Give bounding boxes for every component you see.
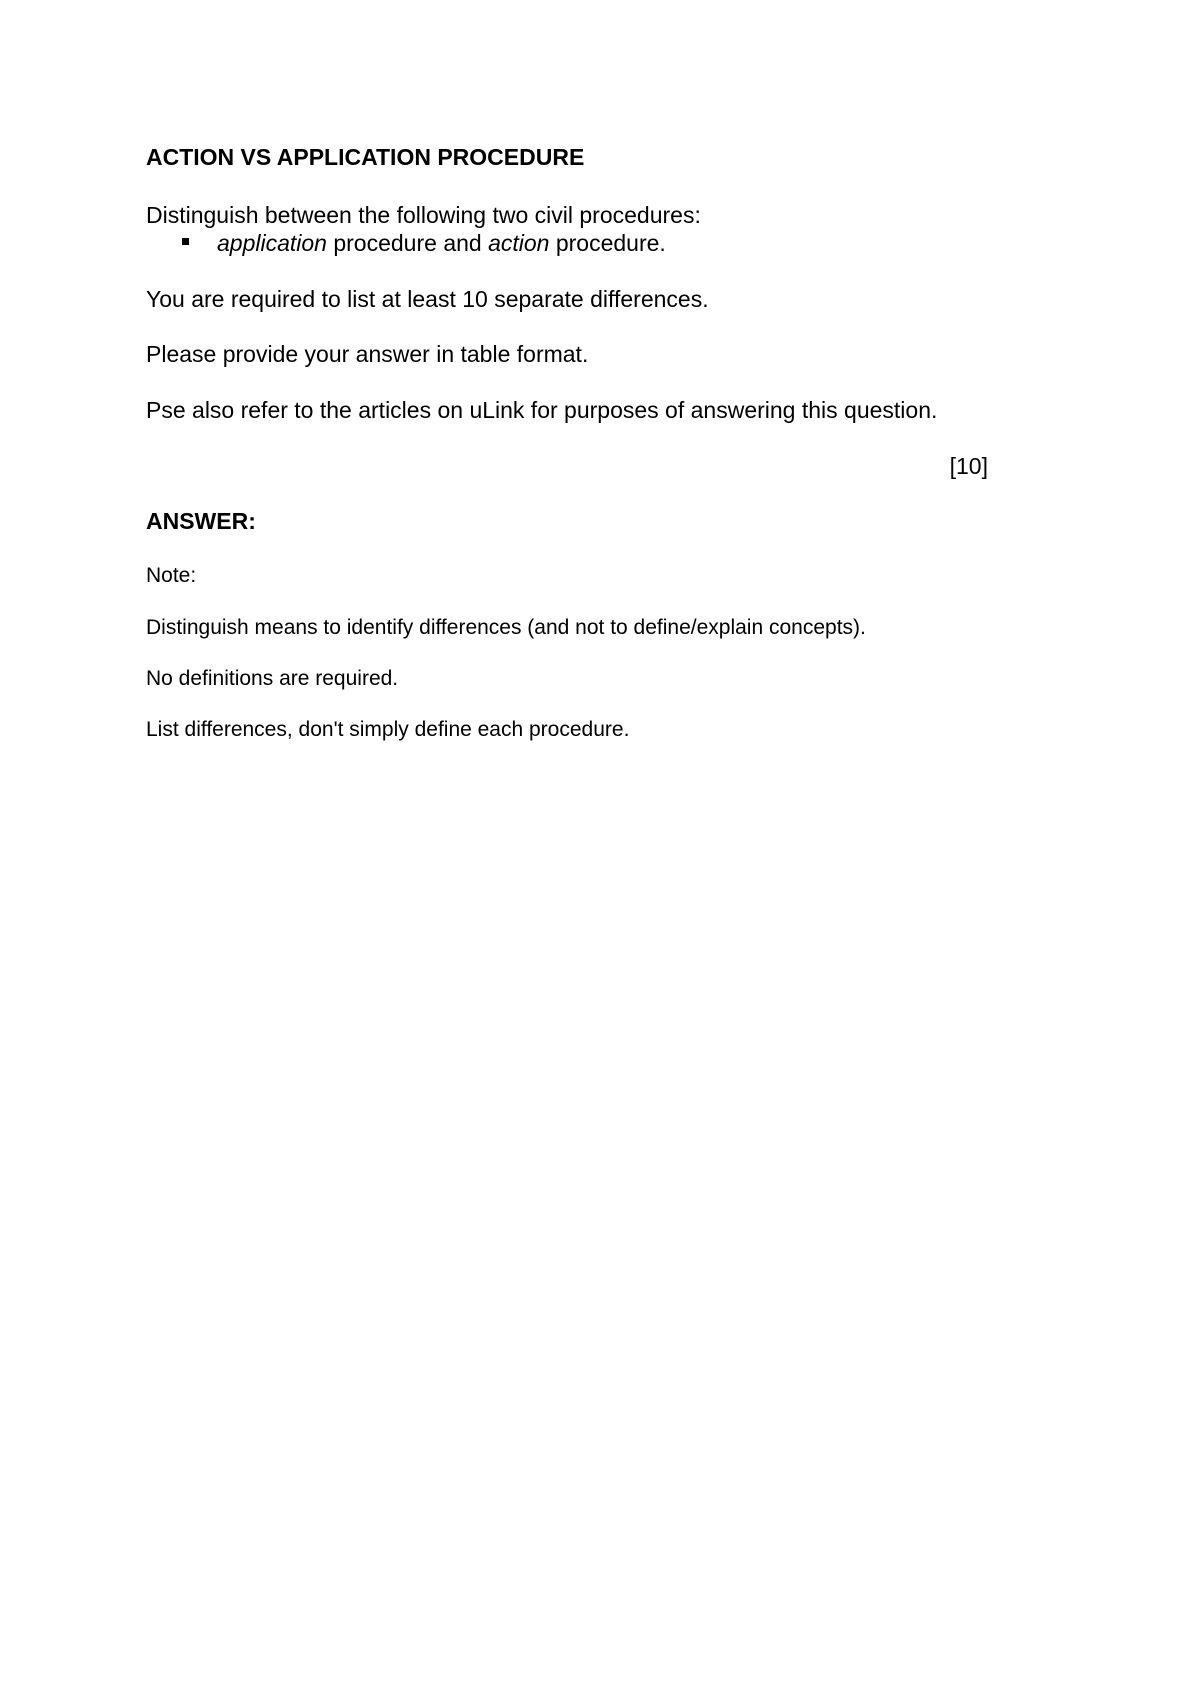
note-line: List differences, don't simply define each procedure. [146, 718, 630, 741]
requirement-line: Please provide your answer in table format. [146, 341, 589, 367]
note-line: No definitions are required. [146, 667, 399, 690]
square-bullet-icon [182, 238, 189, 245]
term-action: action [488, 230, 550, 256]
term-application: application [217, 230, 327, 256]
note-label: Note: [146, 564, 197, 587]
bullet-list-item [182, 230, 666, 257]
question-intro: Distinguish between the following two civil procedures: [146, 202, 701, 228]
requirement-line: You are required to list at least 10 separate differences. [146, 286, 709, 312]
note-line: Distinguish means to identify differences (and not to define/explain concepts). [146, 616, 866, 639]
bullet-ending: procedure. [549, 230, 666, 256]
answer-heading: ANSWER: [146, 508, 256, 534]
requirement-line: Pse also refer to the articles on uLink for purposes of answering this question. [146, 397, 938, 423]
marks-allocation: [10] [949, 453, 988, 479]
question-title: ACTION VS APPLICATION PROCEDURE [146, 144, 585, 170]
bullet-connector: procedure and [326, 230, 489, 256]
